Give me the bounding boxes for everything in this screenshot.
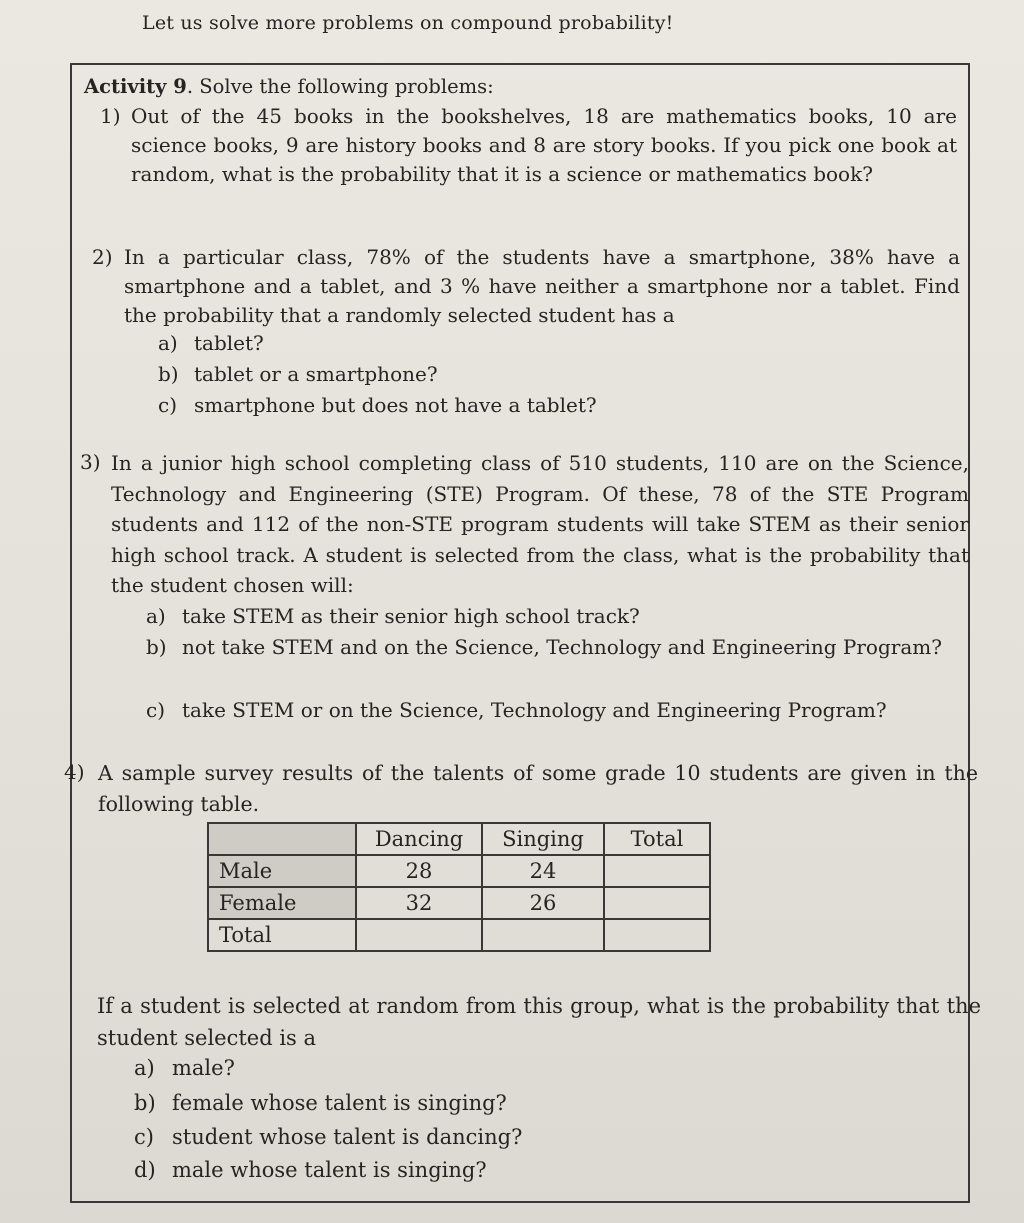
problem-4-item-b: [134, 1088, 507, 1118]
table-cell: [604, 855, 710, 887]
problem-3-item-c: [146, 695, 887, 725]
table-cell: 28: [356, 855, 482, 887]
table-cell: Female: [208, 887, 356, 919]
table-cell: [604, 887, 710, 919]
item-text: smartphone but does not have a tablet?: [194, 393, 597, 417]
item-label: c): [146, 698, 166, 722]
problem-2-item-b: [158, 359, 438, 389]
problem-2-text: In a particular class, 78% of the students have a smartphone, 38% have a smartphone and a tablet, and 3 % have neither a smartphone nor a tablet. Find the probability that a randomly selected student has a: [124, 245, 960, 327]
problem-4-text: A sample survey results of the talents of some grade 10 students are given in the following table.: [98, 761, 978, 816]
table-cell: [482, 919, 604, 951]
table-cell: [356, 919, 482, 951]
table-row: [208, 855, 710, 887]
activity-title: . Solve the following problems:: [186, 75, 494, 98]
item-label: a): [146, 604, 166, 628]
problem-4-item-c: [134, 1122, 522, 1152]
problem-2-item-a: [158, 328, 264, 358]
table-header: Total: [604, 823, 710, 855]
item-label: c): [134, 1125, 154, 1149]
problem-2-number: 2): [92, 245, 113, 269]
problem-1-number: 1): [100, 104, 121, 128]
item-label: b): [146, 635, 167, 659]
item-text: take STEM as their senior high school track?: [182, 604, 640, 628]
problem-4-followup: If a student is selected at random from this group, what is the probability that the student selected is a: [97, 994, 981, 1050]
item-text: not take STEM and on the Science, Technology and Engineering Program?: [182, 635, 942, 659]
table-cell: 32: [356, 887, 482, 919]
table-cell: 26: [482, 887, 604, 919]
item-text: tablet?: [194, 331, 264, 355]
problem-3-item-a: [146, 601, 640, 631]
problem-4-number: 4): [64, 760, 85, 784]
table-cell: [604, 919, 710, 951]
activity-label: Activity 9: [84, 75, 187, 98]
item-text: take STEM or on the Science, Technology and Engineering Program?: [182, 698, 887, 722]
item-text: male?: [172, 1056, 235, 1080]
table-header: Singing: [482, 823, 604, 855]
item-label: b): [134, 1091, 156, 1115]
item-label: a): [134, 1056, 155, 1080]
item-text: male whose talent is singing?: [172, 1158, 487, 1182]
problem-3-item-b: [146, 632, 976, 662]
item-label: d): [134, 1158, 156, 1182]
item-label: b): [158, 362, 179, 386]
problem-1-text: Out of the 45 books in the bookshelves, 18 are mathematics books, 10 are science books, 9 are history books and 8 are story books. If you pick one book at random, what is the probability that it is a science or mathematics book?: [131, 104, 957, 186]
problem-2-item-c: [158, 390, 597, 420]
item-label: a): [158, 331, 178, 355]
table-row: [208, 887, 710, 919]
table-cell: 24: [482, 855, 604, 887]
intro-text: Let us solve more problems on compound probability!: [142, 12, 674, 34]
table-header-row: [208, 823, 710, 855]
table-row: [208, 919, 710, 951]
activity-heading: [84, 73, 494, 101]
problem-4-item-a: [134, 1053, 235, 1083]
item-text: student whose talent is dancing?: [172, 1125, 523, 1149]
item-text: female whose talent is singing?: [172, 1091, 507, 1115]
item-text: tablet or a smartphone?: [194, 362, 438, 386]
problem-4-item-d: [134, 1155, 487, 1185]
table-cell: Total: [208, 919, 356, 951]
problem-3-number: 3): [80, 450, 101, 474]
table-cell: Male: [208, 855, 356, 887]
item-label: c): [158, 393, 178, 417]
problem-3-text: In a junior high school completing class of 510 students, 110 are on the Science, Technology and Engineering (STE) Program. Of these, 78 of the STE Program students and 112 of the non-STE program students will take STEM as their senior high school track. A student is selected from the class, what is the probability that the student chosen will:: [111, 451, 969, 597]
table-cell: [208, 823, 356, 855]
talent-table: [207, 822, 711, 952]
table-header: Dancing: [356, 823, 482, 855]
